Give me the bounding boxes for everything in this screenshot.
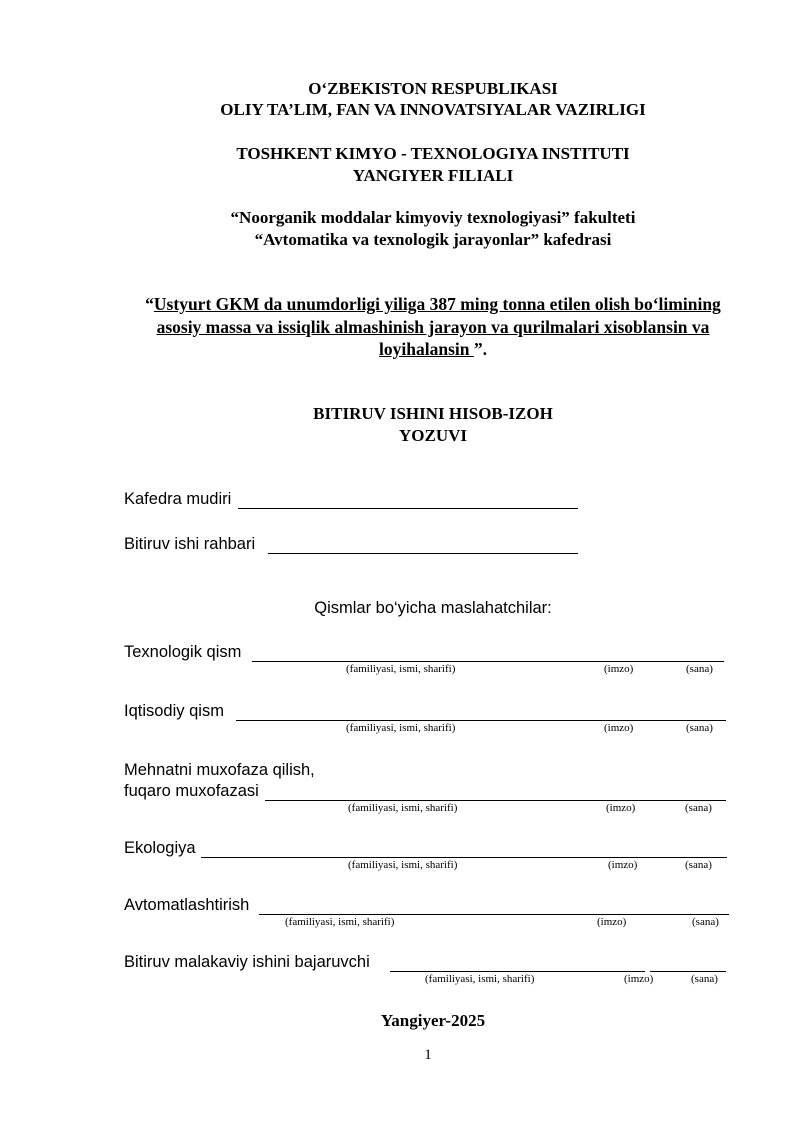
- ministry-title: OLIY TA’LIM, FAN VA INNOVATSIYALAR VAZIRLIGI: [220, 100, 646, 119]
- technological-part-label: Texnologik qism: [124, 643, 242, 661]
- topic-open-quote: “: [145, 294, 154, 314]
- economic-part-line: [236, 720, 726, 721]
- performer-sign-line: [650, 971, 726, 972]
- performer-name-line: [390, 971, 645, 972]
- city-year: Yangiyer-2025: [380, 1011, 486, 1030]
- document-title-line-1: BITIRUV ISHINI HISOB-IZOH: [313, 404, 553, 423]
- department-title: “Avtomatika va texnologik jarayonlar” kafedrasi: [254, 230, 612, 249]
- economic-part-date-caption: (sana): [686, 722, 713, 734]
- ecology-sign-caption: (imzo): [608, 859, 638, 871]
- automation-line: [259, 914, 729, 915]
- branch-title: YANGIYER FILIALI: [352, 166, 514, 185]
- page-number: 1: [424, 1047, 432, 1063]
- topic-close-quote: ”.: [473, 339, 487, 359]
- consultants-heading: Qismlar bo‘yicha maslahatchilar:: [314, 599, 552, 617]
- labor-protection-name-caption: (familiyasi, ismi, sharifi): [348, 802, 458, 814]
- automation-name-caption: (familiyasi, ismi, sharifi): [285, 916, 395, 928]
- labor-protection-label-line-1: Mehnatni muxofaza qilish,: [124, 761, 315, 779]
- performer-name-caption: (familiyasi, ismi, sharifi): [425, 973, 535, 985]
- technological-part-date-caption: (sana): [686, 663, 713, 675]
- labor-protection-date-caption: (sana): [685, 802, 712, 814]
- economic-part-name-caption: (familiyasi, ismi, sharifi): [346, 722, 456, 734]
- labor-protection-line: [265, 800, 726, 801]
- topic-line-2: asosiy massa va issiqlik almashinish jarayon va qurilmalari xisoblansin va: [156, 316, 710, 337]
- labor-protection-sign-caption: (imzo): [606, 802, 636, 814]
- technological-part-sign-caption: (imzo): [604, 663, 634, 675]
- document-title-line-2: YOZUVI: [398, 426, 467, 445]
- automation-date-caption: (sana): [692, 916, 719, 928]
- thesis-topic: [100, 293, 766, 361]
- topic-line-1: Ustyurt GKM da unumdorligi yiliga 387 ming tonna etilen olish bo‘limining: [153, 294, 721, 314]
- automation-label: Avtomatlashtirish: [124, 896, 250, 914]
- faculty-title: “Noorganik moddalar kimyoviy texnologiyasi” fakulteti: [230, 208, 636, 227]
- ecology-date-caption: (sana): [685, 859, 712, 871]
- economic-part-sign-caption: (imzo): [604, 722, 634, 734]
- head-of-department-label: Kafedra mudiri: [124, 490, 232, 508]
- ecology-label: Ekologiya: [124, 839, 196, 857]
- supervisor-signature-line: [268, 553, 578, 554]
- ecology-line: [201, 857, 727, 858]
- performer-sign-caption: (imzo): [624, 973, 654, 985]
- performer-date-caption: (sana): [691, 973, 718, 985]
- performer-label: Bitiruv malakaviy ishini bajaruvchi: [124, 953, 370, 971]
- automation-sign-caption: (imzo): [597, 916, 627, 928]
- technological-part-name-caption: (familiyasi, ismi, sharifi): [346, 663, 456, 675]
- ecology-name-caption: (familiyasi, ismi, sharifi): [348, 859, 458, 871]
- economic-part-label: Iqtisodiy qism: [124, 702, 224, 720]
- labor-protection-label-line-2: fuqaro muxofazasi: [124, 782, 259, 800]
- technological-part-line: [252, 661, 724, 662]
- topic-line-3: loyihalansin: [379, 339, 474, 359]
- supervisor-label: Bitiruv ishi rahbari: [124, 535, 256, 553]
- head-of-department-signature-line: [238, 508, 578, 509]
- republic-title: O‘ZBEKISTON RESPUBLIKASI: [308, 79, 558, 98]
- institute-title: TOSHKENT KIMYO - TEXNOLOGIYA INSTITUTI: [236, 144, 630, 163]
